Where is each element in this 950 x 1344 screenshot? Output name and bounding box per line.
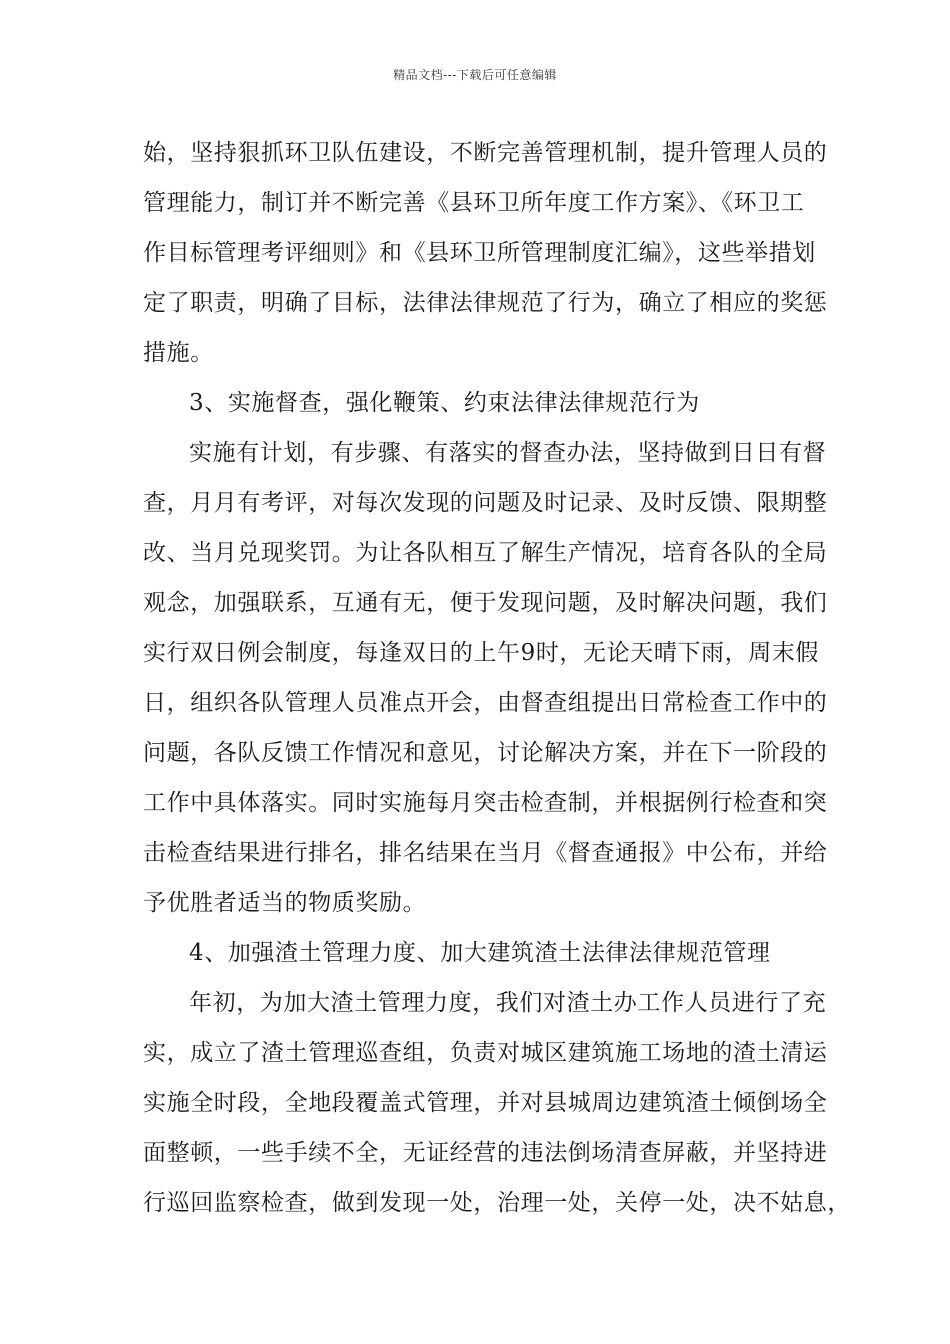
text-line: 问题，各队反馈工作情况和意见，讨论解决方案，并在下一阶段的 — [143, 740, 828, 766]
text-line: 查，月月有考评，对每次发现的问题及时记录、及时反馈、限期整 — [143, 490, 828, 516]
text-line: 实行双日例会制度，每逢双日的上午9时，无论天晴下雨，周末假 — [143, 640, 820, 666]
text-line: 定了职责，明确了目标，法律法律规范了行为，确立了相应的奖惩 — [143, 290, 828, 316]
page-header: 精品文档---下载后可任意编辑 — [393, 68, 557, 82]
text-line: 改、当月兑现奖罚。为让各队相互了解生产情况，培育各队的全局 — [143, 540, 828, 566]
text-line: 年初，为加大渣土管理力度，我们对渣土办工作人员进行了充 — [189, 990, 827, 1016]
document-body — [143, 128, 851, 1228]
text-line: 实施有计划，有步骤、有落实的督查办法，坚持做到日日有督 — [189, 440, 827, 466]
text-line: 工作中具体落实。同时实施每月突击检查制，并根据例行检查和突 — [143, 790, 828, 816]
text-line: 面整顿，一些手续不全，无证经营的违法倒场清查屏蔽，并坚持进 — [143, 1140, 828, 1166]
text-line: 管理能力，制订并不断完善《县环卫所年度工作方案》、《环卫工 — [143, 190, 805, 216]
text-line: 击检查结果进行排名，排名结果在当月《督查通报》中公布，并给 — [143, 840, 828, 866]
text-line: 实施全时段，全地段覆盖式管理，并对县城周边建筑渣土倾倒场全 — [143, 1090, 828, 1116]
text-line: 始，坚持狠抓环卫队伍建设，不断完善管理机制，提升管理人员的 — [143, 140, 828, 166]
text-line: 实，成立了渣土管理巡查组，负责对城区建筑施工场地的渣土清运 — [143, 1040, 828, 1066]
text-line: 4、加强渣土管理力度、加大建筑渣土法律法律规范管理 — [189, 940, 771, 966]
text-line: 行巡回监察检查，做到发现一处，治理一处，关停一处，决不姑息， — [143, 1190, 851, 1216]
text-line: 作目标管理考评细则》和《县环卫所管理制度汇编》，这些举措划 — [143, 240, 816, 266]
text-line: 予优胜者适当的物质奖励。 — [143, 890, 427, 916]
text-line: 3、实施督查，强化鞭策、约束法律法律规范行为 — [189, 390, 700, 416]
text-line: 措施。 — [143, 340, 214, 366]
text-line: 日，组织各队管理人员准点开会，由督查组提出日常检查工作中的 — [143, 690, 828, 716]
text-line: 观念，加强联系，互通有无，便于发现问题，及时解决问题，我们 — [143, 590, 828, 616]
